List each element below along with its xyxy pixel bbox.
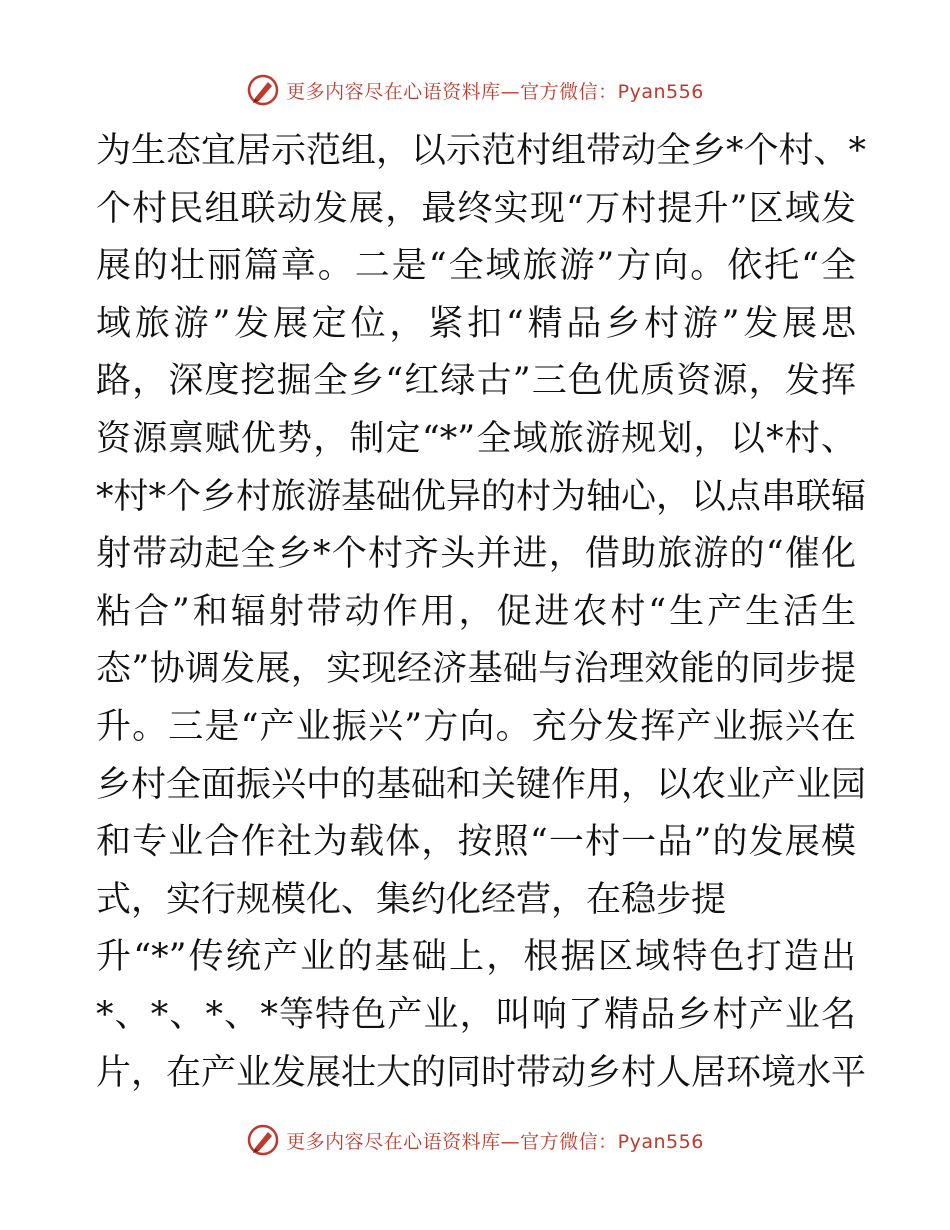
text-line: 升。三是“产业振兴”方向。充分发挥产业振兴在 [96, 706, 856, 747]
text-line: 域旅游”发展定位，紧扣“精品乡村游”发展思 [96, 303, 856, 344]
watermark-text [286, 77, 704, 104]
text-line: 射带动起全乡*个村齐头并进，借助旅游的“催化 [96, 534, 856, 575]
text-line: 态”协调发展，实现经济基础与治理效能的同步提 [96, 649, 856, 690]
watermark-site: 更多内容尽在心语资料库 [286, 1130, 501, 1153]
watermark-separator: — [500, 80, 521, 103]
text-line: 片，在产业发展壮大的同时带动乡村人居环境水平 [96, 1052, 867, 1093]
text-line: 乡村全面振兴中的基础和关键作用，以农业产业园 [96, 764, 867, 805]
footer-watermark [0, 1120, 950, 1160]
watermark-site: 更多内容尽在心语资料库 [286, 80, 501, 103]
watermark-contact: 官方微信：Pyan556 [520, 80, 704, 103]
watermark-text [286, 1127, 704, 1154]
watermark-contact: 官方微信：Pyan556 [520, 1130, 704, 1153]
text-line: 升“*”传统产业的基础上，根据区域特色打造出 [96, 937, 856, 978]
text-line: 为生态宜居示范组，以示范村组带动全乡*个村、* [96, 131, 867, 171]
text-line: 展的壮丽篇章。二是“全域旅游”方向。依托“全 [96, 246, 856, 287]
header-watermark [0, 70, 950, 110]
text-line: 式，实行规模化、集约化经营，在稳步提 [96, 879, 727, 920]
text-line: 路，深度挖掘全乡“红绿古”三色优质资源，发挥 [96, 361, 856, 402]
text-line: 资源禀赋优势，制定“*”全域旅游规划，以*村、 [96, 418, 856, 459]
text-line: 个村民组联动发展，最终实现“万村提升”区域发 [96, 188, 856, 229]
document-body [96, 123, 867, 1102]
text-line: *、*、*、*等特色产业，叫响了精品乡村产业名 [96, 994, 856, 1035]
text-line: 粘合”和辐射带动作用，促进农村“生产生活生 [96, 591, 856, 632]
watermark-separator: — [500, 1130, 521, 1153]
text-line: *村*个乡村旅游基础优异的村为轴心，以点串联辐 [96, 476, 867, 517]
text-line: 和专业合作社为载体，按照“一村一品”的发展模 [96, 822, 856, 863]
pen-logo-icon [246, 73, 280, 107]
pen-logo-icon [246, 1123, 280, 1157]
